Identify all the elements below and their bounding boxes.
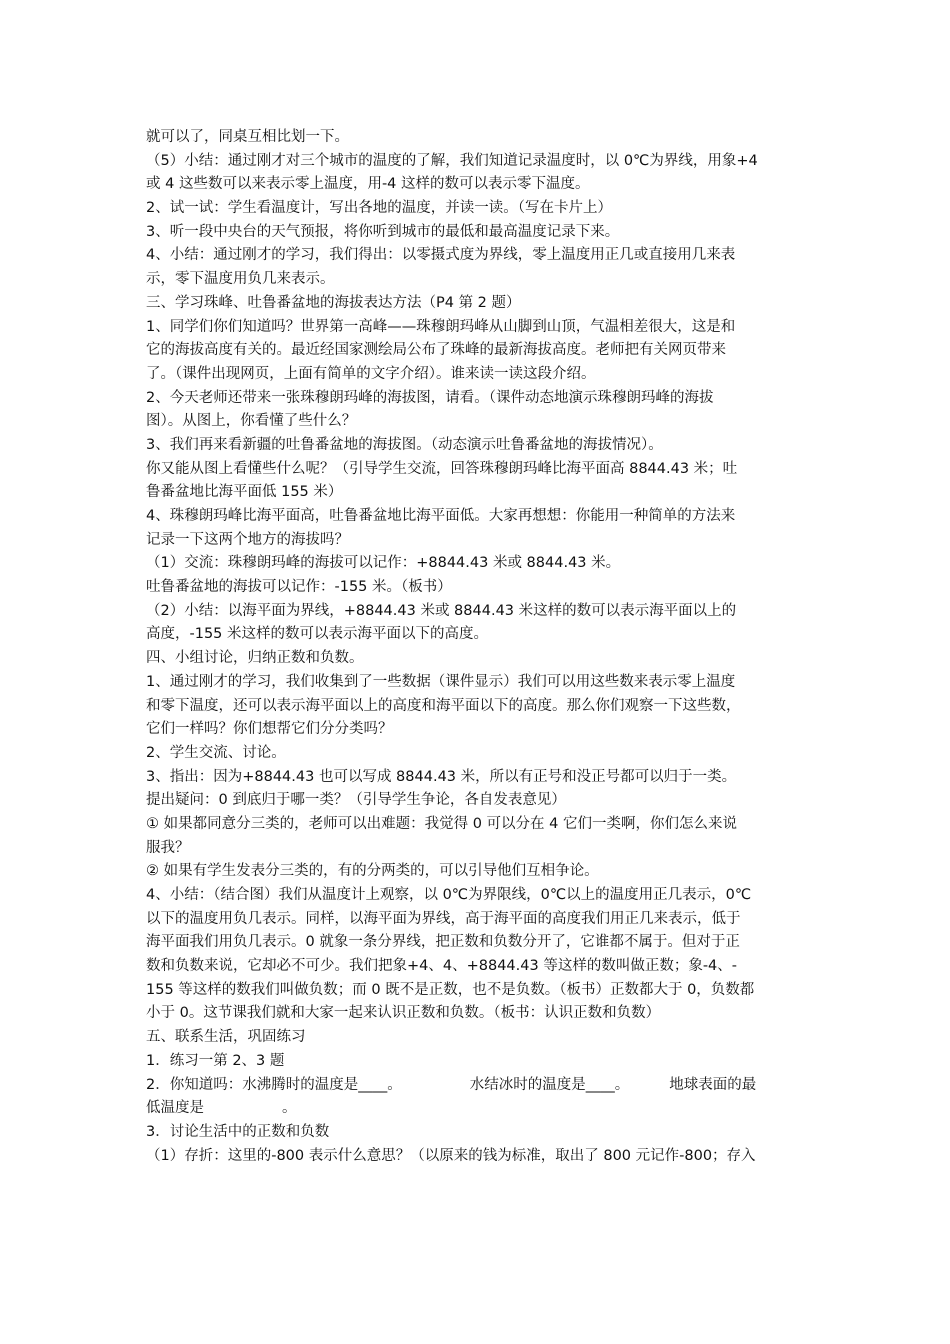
fill-question-lowest-cont: 低温度是 [146, 1100, 204, 1117]
text-line: 3、指出：因为+8844.43 也可以写成 8844.43 米，所以有正号和没正号都可以归于一类。 [146, 768, 737, 785]
text-line: 海平面我们用负几表示。0 就象一条分界线，把正数和负数分开了，它谁都不属于。但对于正 [146, 934, 740, 951]
text-line: 155 等这样的数我们叫做负数；而 0 既不是正数，也不是负数。（板书）正数都大于 0，负数都 [146, 981, 755, 998]
text-line: 4、小结：通过刚才的学习，我们得出：以零摄式度为界线，零上温度用正几或直接用几来表 [146, 247, 736, 264]
text-line: 2、今天老师还带来一张珠穆朗玛峰的海拔图，请看。（课件动态地演示珠穆朗玛峰的海拔 [146, 389, 714, 406]
document-page [146, 126, 814, 1168]
paragraph-block [146, 126, 814, 1074]
text-line: 了。（课件出现网页，上面有简单的文字介绍）。谁来读一读这段介绍。 [146, 365, 596, 382]
text-line: （1）交流：珠穆朗玛峰的海拔可以记作：+8844.43 米或 8844.43 米。 [146, 555, 621, 572]
text-line: 1、通过刚才的学习，我们收集到了一些数据（课件显示）我们可以用这些数来表示零上温度 [146, 673, 736, 690]
text-line: 3、我们再来看新疆的吐鲁番盆地的海拔图。（动态演示吐鲁番盆地的海拔情况）。 [146, 436, 663, 453]
text-line: 三、学习珠峰、吐鲁番盆地的海拔表达方法（P4 第 2 题） [146, 294, 521, 311]
text-line: 高度，-155 米这样的数可以表示海平面以下的高度。 [146, 626, 489, 643]
text-line: （1）存折：这里的-800 表示什么意思？（以原来的钱为标准，取出了 800 元记作-800；存入 [146, 1147, 756, 1164]
text-line: 你又能从图上看懂些什么呢？（引导学生交流，回答珠穆朗玛峰比海平面高 8844.43 米；吐 [146, 460, 738, 477]
text-line: 五、联系生活，巩固练习 [146, 1029, 306, 1046]
text-line: 吐鲁番盆地的海拔可以记作：-155 米。（板书） [146, 579, 452, 596]
text-line: 1、同学们你们知道吗？世界第一高峰——珠穆朗玛峰从山脚到山顶，气温相差很大，这是和 [146, 318, 736, 335]
text-line: 以下的温度用负几表示。同样，以海平面为界线，高于海平面的高度我们用正几来表示，低于 [146, 910, 741, 927]
fill-question-lowest: 地球表面的最 [669, 1076, 757, 1093]
text-line: 示，零下温度用负几来表示。 [146, 271, 335, 288]
text-line: 2、学生交流、讨论。 [146, 744, 286, 761]
text-line: 就可以了，同桌互相比划一下。 [146, 129, 349, 145]
text-line: ① 如果都同意分三类的，老师可以出难题：我觉得 0 可以分在 4 它们一类啊，你们怎么来说 [146, 815, 737, 832]
text-line: （2）小结：以海平面为界线，+8844.43 米或 8844.43 米这样的数可以表示海平面以上的 [146, 602, 737, 619]
text-line: 图）。从图上，你看懂了些什么？ [146, 413, 357, 430]
text-line: 和零下温度，还可以表示海平面以上的高度和海平面以下的高度。那么你们观察一下这些数， [146, 697, 741, 714]
text-line: 它的海拔高度有关的。最近经国家测绘局公布了珠峰的最新海拔高度。老师把有关网页带来 [146, 342, 726, 359]
fill-question-end: 。 [282, 1100, 297, 1117]
fill-question-boiling: 2．你知道吗：水沸腾时的温度是____。 [146, 1076, 402, 1093]
text-line: 服我？ [146, 839, 190, 856]
text-line: ② 如果有学生发表分三类的，有的分两类的，可以引导他们互相争论。 [146, 863, 599, 880]
text-line: 3、听一段中央台的天气预报，将你听到城市的最低和最高温度记录下来。 [146, 223, 620, 240]
paragraph-block-end [146, 1121, 814, 1168]
text-line: 四、小组讨论，归纳正数和负数。 [146, 650, 364, 667]
text-line: 鲁番盆地比海平面低 155 米） [146, 484, 343, 501]
text-line: 提出疑问：0 到底归于哪一类？（引导学生争论，各自发表意见） [146, 792, 566, 809]
fill-in-line-continued [146, 1097, 814, 1121]
text-line: （5）小结：通过刚才对三个城市的温度的了解，我们知道记录温度时，以 0℃为界线，用象+4 [146, 152, 758, 169]
text-line: 3．讨论生活中的正数和负数 [146, 1123, 330, 1140]
text-line: 它们一样吗？你们想帮它们分分类吗？ [146, 721, 393, 738]
text-line: 2、试一试：学生看温度计，写出各地的温度，并读一读。（写在卡片上） [146, 200, 612, 217]
text-line: 数和负数来说，它却必不可少。我们把象+4、4、+8844.43 等这样的数叫做正数；象-4、- [146, 958, 738, 975]
text-line: 或 4 这些数可以来表示零上温度，用-4 这样的数可以表示零下温度。 [146, 176, 590, 193]
fill-question-freezing: 水结冰时的温度是____。 [469, 1076, 630, 1093]
text-line: 4、珠穆朗玛峰比海平面高，吐鲁番盆地比海平面低。大家再想想：你能用一种简单的方法来 [146, 508, 736, 524]
fill-in-line [146, 1074, 814, 1098]
text-line: 1．练习一第 2、3 题 [146, 1052, 285, 1069]
text-line: 小于 0。这节课我们就和大家一起来认识正数和负数。（板书：认识正数和负数） [146, 1005, 661, 1022]
text-line: 4、小结：（结合图）我们从温度计上观察，以 0℃为界限线，0℃以上的温度用正几表示，0℃ [146, 887, 752, 903]
text-line: 记录一下这两个地方的海拔吗？ [146, 531, 349, 548]
